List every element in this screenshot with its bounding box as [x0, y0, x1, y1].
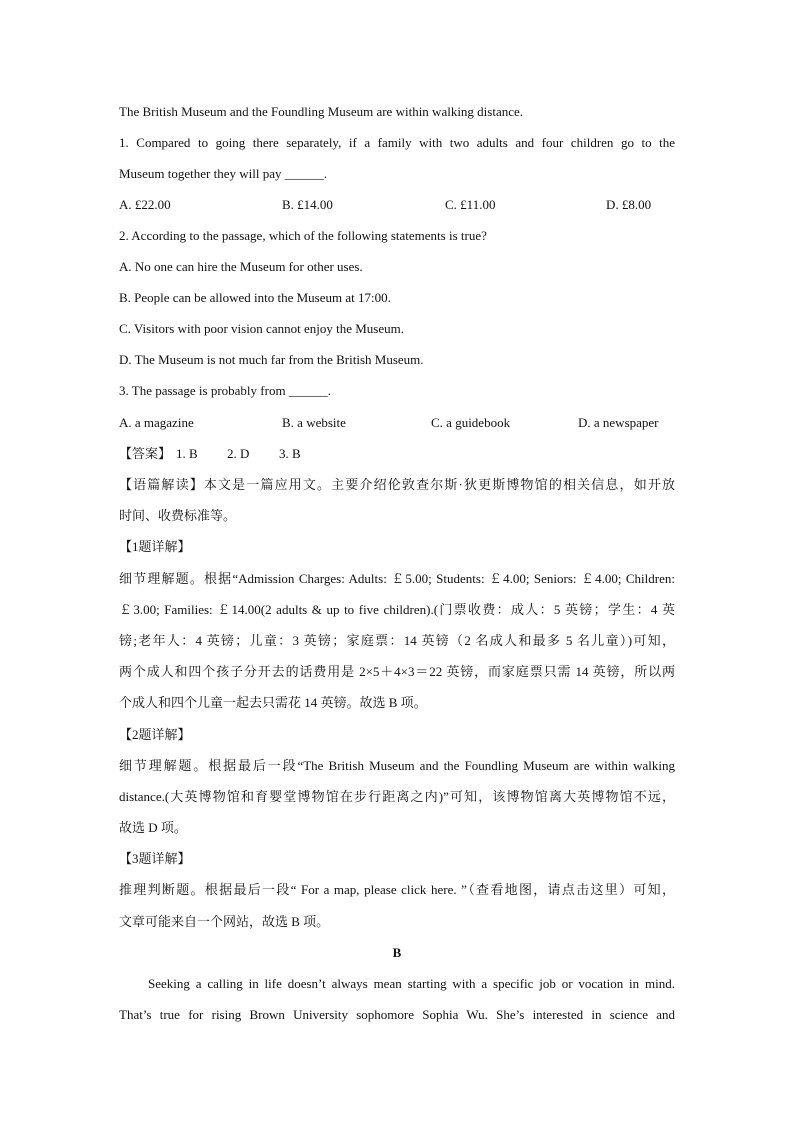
section-b-line-1: Seeking a calling in life doesn’t always mean starting with a specific job or vocation in mind.: [148, 976, 675, 991]
question-3-stem: 3. The passage is probably from ______.: [119, 383, 332, 398]
question-1-option-b: B. £14.00: [282, 197, 333, 212]
explanation-3-heading: 【3题详解】: [119, 851, 191, 866]
question-1-stem-line-1: 1. Compared to going there separately, if a family with two adults and four children go to the: [119, 135, 675, 150]
explanation-1-line-4: 两个成人和四个孩子分开去的话费用是 2×5＋4×3＝22 英镑，而家庭票只需 14 英镑，所以两: [119, 664, 675, 679]
explanation-1-line-2: ￡3.00; Families: ￡14.00(2 adults & up to five children).(门票收费：成人：5 英镑；学生：4 英: [119, 602, 675, 617]
explanation-2-line-1: 细节理解题。根据最后一段“The British Museum and the Foundling Museum are within walking: [119, 758, 675, 773]
question-2-option-c: C. Visitors with poor vision cannot enjoy the Museum.: [119, 321, 404, 336]
analysis-line-2: 时间、收费标准等。: [119, 508, 237, 523]
question-3-option-c: C. a guidebook: [431, 415, 511, 430]
question-3-option-d: D. a newspaper: [578, 415, 659, 430]
question-1-option-d: D. £8.00: [606, 197, 652, 212]
explanation-2-line-3: 故选 D 项。: [119, 820, 187, 835]
analysis-line-1: 【语篇解读】本文是一篇应用文。主要介绍伦敦查尔斯·狄更斯博物馆的相关信息，如开放: [119, 477, 675, 492]
explanation-2-line-2: distance.(大英博物馆和育婴堂博物馆在步行距离之内)”可知，该博物馆离大英博物馆不远，: [119, 789, 675, 804]
explanation-1-heading: 【1题详解】: [119, 539, 191, 554]
answer-item-2: 2. D: [227, 446, 250, 461]
question-2-option-a: A. No one can hire the Museum for other uses.: [119, 259, 363, 274]
question-3-option-a: A. a magazine: [119, 415, 194, 430]
explanation-1-line-1: 细节理解题。根据“Admission Charges: Adults: ￡5.00; Students: ￡4.00; Seniors: ￡4.00; Children:: [119, 571, 675, 586]
explanation-2-heading: 【2题详解】: [119, 727, 191, 742]
intro-last-line: The British Museum and the Foundling Museum are within walking distance.: [119, 104, 524, 119]
question-1-option-a: A. £22.00: [119, 197, 171, 212]
answer-label: 【答案】: [119, 446, 172, 461]
question-3-option-b: B. a website: [282, 415, 346, 430]
explanation-1-line-3: 镑;老年人：4 英镑；儿童：3 英镑；家庭票：14 英镑（2 名成人和最多 5 名儿童）)可知，: [119, 633, 675, 648]
question-2-option-b: B. People can be allowed into the Museum at 17:00.: [119, 290, 391, 305]
question-2-option-d: D. The Museum is not much far from the British Museum.: [119, 352, 424, 367]
answer-item-1: 1. B: [176, 446, 198, 461]
section-b-title: B: [392, 945, 402, 960]
section-b-line-2: That’s true for rising Brown University sophomore Sophia Wu. She’s interested in science and: [119, 1007, 675, 1022]
explanation-1-line-5: 个成人和四个儿童一起去只需花 14 英镑。故选 B 项。: [119, 695, 427, 710]
question-2-stem: 2. According to the passage, which of the following statements is true?: [119, 228, 487, 243]
explanation-3-line-1: 推理判断题。根据最后一段“ For a map, please click here. ”（查看地图，请点击这里）可知，: [119, 882, 675, 897]
question-1-option-c: C. £11.00: [445, 197, 496, 212]
explanation-3-line-2: 文章可能来自一个网站，故选 B 项。: [119, 914, 330, 929]
question-1-stem-line-2: Museum together they will pay ______.: [119, 166, 327, 181]
answer-item-3: 3. B: [279, 446, 301, 461]
